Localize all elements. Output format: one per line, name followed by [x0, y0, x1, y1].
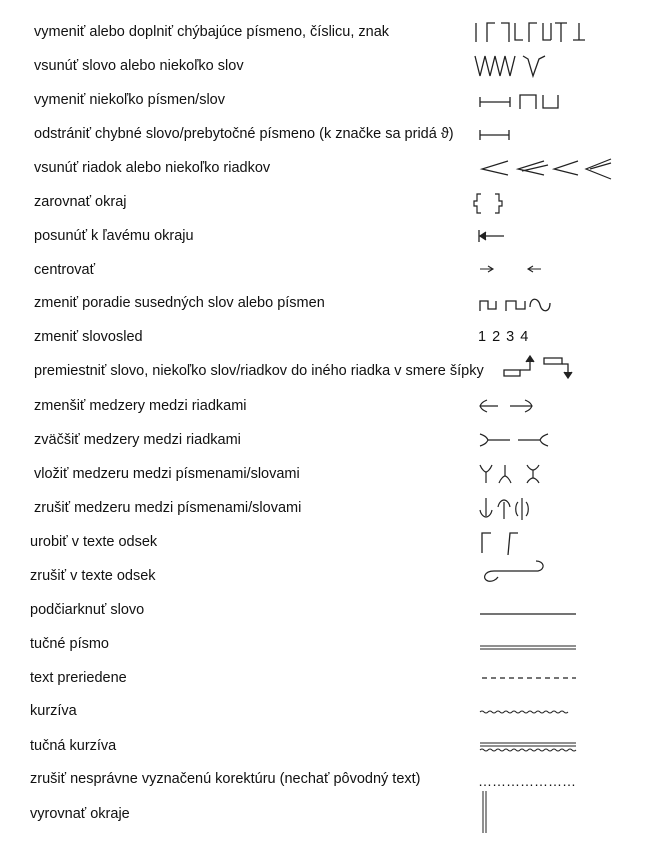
mark-row [0, 635, 654, 665]
mark-label: posunúť k ľavému okraju [34, 228, 194, 244]
mark-label: tučná kurzíva [30, 738, 117, 754]
mark-row [0, 397, 654, 427]
justify-margins-icon [480, 789, 492, 835]
mark-label: zmeniť slovosled [34, 329, 143, 345]
mark-label: vsunúť slovo alebo niekoľko slov [34, 58, 244, 74]
word-order-icon: 1 2 3 4 [478, 329, 530, 345]
mark-label: vyrovnať okraje [30, 806, 130, 822]
mark-row [0, 91, 654, 121]
mark-row [0, 159, 654, 189]
move-arrow-icon [500, 354, 580, 388]
mark-label: tučné písmo [30, 636, 109, 652]
mark-row [0, 601, 654, 631]
mark-row [0, 193, 654, 223]
mark-label: text preriedene [30, 670, 127, 686]
mark-row [0, 567, 654, 597]
bold-italic-icon [478, 737, 578, 759]
center-icon [478, 261, 558, 281]
align-margin-icon [472, 192, 512, 216]
mark-label: zväčšiť medzery medzi riadkami [34, 432, 241, 448]
mark-label: zarovnať okraj [34, 194, 127, 210]
mark-label: zmeniť poradie susedných slov alebo písmen [34, 295, 325, 311]
mark-label: centrovať [34, 262, 96, 278]
increase-line-space-icon [478, 430, 558, 450]
insert-marks-icon [473, 20, 593, 46]
mark-row [0, 669, 654, 699]
mark-row [0, 737, 654, 767]
bold-icon [478, 635, 578, 655]
spaced-text-icon [480, 669, 580, 689]
mark-label: vymeniť alebo doplniť chýbajúce písmeno, číslicu, znak [34, 24, 390, 40]
mark-row [0, 57, 654, 87]
mark-row [0, 23, 654, 53]
new-paragraph-icon [478, 529, 528, 559]
insert-words-icon [473, 54, 553, 80]
mark-label: urobiť v texte odsek [30, 534, 158, 550]
mark-row [0, 294, 654, 324]
swap-icon [478, 293, 588, 317]
mark-label: vsunúť riadok alebo niekoľko riadkov [34, 160, 271, 176]
mark-label: zrušiť nesprávne vyznačenú korektúru (nechať pôvodný text) [30, 771, 421, 787]
join-paragraph-icon [480, 559, 560, 589]
mark-row [0, 261, 654, 291]
underline-icon [478, 601, 578, 621]
mark-label: zrušiť v texte odsek [30, 568, 156, 584]
reduce-line-space-icon [478, 396, 548, 416]
mark-label: zrušiť medzeru medzi písmenami/slovami [34, 500, 302, 516]
mark-row [0, 805, 654, 835]
mark-label: odstrániť chybné slovo/prebytočné písmeno (k značke sa pridá ϑ) [34, 126, 454, 142]
insert-space-icon [478, 462, 548, 486]
mark-label: premiestniť slovo, niekoľko slov/riadkov do iného riadka v smere šípky [34, 363, 484, 379]
mark-row [0, 362, 654, 392]
mark-label: vymeniť niekoľko písmen/slov [34, 92, 225, 108]
stet-icon: ………………… [478, 773, 576, 789]
mark-row [0, 702, 654, 732]
mark-row [0, 431, 654, 461]
mark-label: zmenšiť medzery medzi riadkami [34, 398, 247, 414]
remove-space-icon [478, 496, 548, 522]
mark-row [0, 770, 654, 800]
replace-letters-icon [478, 91, 568, 111]
italic-icon [478, 702, 578, 722]
move-left-icon [476, 227, 516, 247]
delete-icon [478, 125, 518, 145]
insert-lines-icon [478, 157, 618, 183]
mark-row [0, 465, 654, 495]
mark-label: kurzíva [30, 703, 77, 719]
mark-label: vložiť medzeru medzi písmenami/slovami [34, 466, 300, 482]
mark-row [0, 227, 654, 257]
mark-row [0, 499, 654, 529]
mark-label: podčiarknuť slovo [30, 602, 145, 618]
mark-row [0, 125, 654, 155]
